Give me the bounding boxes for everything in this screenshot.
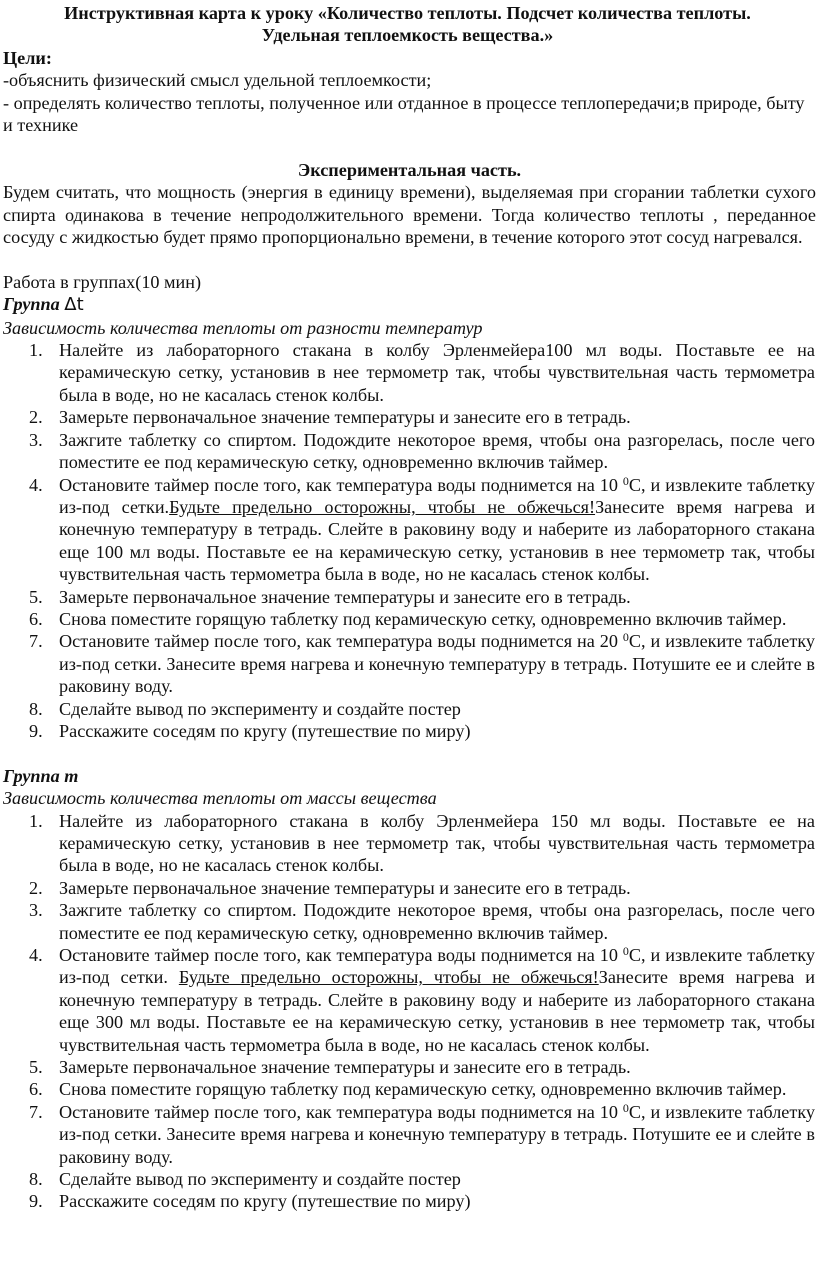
step-text: С, и извлеките таблетку из-под сетки. Занесите время нагрева и конечную температуру в тетрадь. Потушите ее и слейте в раковину воду. bbox=[59, 631, 816, 697]
group-subtitle: Зависимость количества теплоты от разности температур bbox=[3, 317, 483, 338]
list-item bbox=[3, 944, 816, 1056]
list-item bbox=[3, 608, 816, 630]
list-item bbox=[3, 899, 816, 944]
list-item bbox=[3, 429, 816, 474]
group-subtitle: Зависимость количества теплоты от массы вещества bbox=[3, 788, 437, 809]
title-line-2: Удельная теплоемкость вещества.» bbox=[261, 25, 554, 46]
step-number: 7. bbox=[29, 631, 43, 652]
step-text: Занесите время нагрева и конечную температуру в тетрадь. Слейте в раковину воду и наберите из лабораторного стакана еще 300 мл воды. Поставьте ее на керамическую сетку, установив в нее термометр так, чтобы чувствительная часть термометра была в воде, но не касалась стенок колбы. bbox=[59, 967, 815, 1055]
steps-list bbox=[3, 339, 816, 742]
list-item bbox=[3, 810, 816, 877]
list-item bbox=[3, 474, 816, 586]
list-item bbox=[3, 698, 816, 720]
step-number: 1. bbox=[29, 340, 43, 361]
group-m bbox=[3, 765, 816, 1213]
step-text: Расскажите соседям по кругу (путешествие по миру) bbox=[59, 720, 471, 741]
degree-superscript: 0 bbox=[622, 630, 629, 645]
goal-item-1: -объяснить физический смысл удельной теплоемкости; bbox=[3, 70, 432, 91]
work-label: Работа в группах(10 мин) bbox=[3, 271, 202, 292]
step-number: 8. bbox=[29, 1169, 43, 1190]
list-item bbox=[3, 1078, 816, 1100]
step-text: Сделайте вывод по эксперименту и создайте постер bbox=[59, 698, 461, 719]
group-heading bbox=[3, 293, 816, 316]
spacer bbox=[3, 742, 816, 764]
list-item bbox=[3, 339, 816, 406]
step-number: 6. bbox=[29, 1079, 43, 1100]
step-text: Налейте из лабораторного стакана в колбу Эрленмейера 150 мл воды. Поставьте ее на керамическую сетку, установив в нее термометр так, чтобы чувствительная часть термометра была в воде, но не касалась стенок колбы. bbox=[59, 810, 815, 876]
step-number: 8. bbox=[29, 698, 43, 719]
step-number: 6. bbox=[29, 608, 43, 629]
group-delta-t bbox=[3, 293, 816, 742]
list-item bbox=[3, 406, 816, 428]
step-text: Сделайте вывод по эксперименту и создайте постер bbox=[59, 1169, 461, 1190]
goal-item-2: - определять количество теплоты, полученное или отданное в процессе теплопередачи;в природе, быту и технике bbox=[3, 92, 805, 136]
degree-superscript: 0 bbox=[622, 473, 629, 488]
group-label: Группа bbox=[3, 294, 60, 315]
step-text: Зажгите таблетку со спиртом. Подождите некоторое время, чтобы она разгорелась, после чего поместите ее под керамическую сетку, одновременно включив таймер. bbox=[59, 900, 815, 943]
step-text: Снова поместите горящую таблетку под керамическую сетку, одновременно включив таймер. bbox=[59, 1079, 787, 1100]
experiment-heading: Экспериментальная часть. bbox=[297, 159, 522, 180]
step-number: 9. bbox=[29, 1191, 43, 1212]
list-item bbox=[3, 586, 816, 608]
warning-text: Будьте предельно осторожны, чтобы не обжечься! bbox=[169, 496, 596, 517]
step-text: Остановите таймер после того, как температура воды поднимется на 10 bbox=[59, 474, 623, 495]
delta-t-symbol: Δt bbox=[64, 294, 84, 316]
step-number: 9. bbox=[29, 720, 43, 741]
step-number: 1. bbox=[29, 810, 43, 831]
step-number: 5. bbox=[29, 586, 43, 607]
step-number: 4. bbox=[29, 474, 43, 495]
step-text: Занесите время нагрева и конечную температуру в тетрадь. Слейте в раковину воду и наберите из лабораторного стакана еще 100 мл воды. Поставьте ее на керамическую сетку, установив в нее термометр так, чтобы чувствительная часть термометра была в воде, но не касалась стенок колбы. bbox=[59, 496, 815, 585]
step-text: Остановите таймер после того, как температура воды поднимется на 20 bbox=[59, 631, 623, 652]
step-number: 2. bbox=[29, 407, 43, 428]
step-number: 3. bbox=[29, 900, 43, 921]
step-text: Налейте из лабораторного стакана в колбу Эрленмейера100 мл воды. Поставьте ее на керамическую сетку, установив в нее термометр так, чтобы чувствительная часть термометра была в воде, но не касалась стенок колбы. bbox=[59, 340, 815, 405]
step-text: Снова поместите горящую таблетку под керамическую сетку, одновременно включив таймер. bbox=[59, 608, 787, 629]
step-number: 4. bbox=[29, 945, 43, 966]
group-heading: Группа m bbox=[3, 765, 79, 786]
document-title bbox=[3, 2, 816, 47]
step-text: Замерьте первоначальное значение температуры и занесите его в тетрадь. bbox=[59, 586, 631, 607]
goals-label: Цели: bbox=[3, 47, 52, 68]
list-item bbox=[3, 1168, 816, 1190]
list-item bbox=[3, 1056, 816, 1078]
step-text: Замерьте первоначальное значение температуры и занесите его в тетрадь. bbox=[59, 407, 631, 428]
step-number: 7. bbox=[29, 1101, 43, 1122]
list-item bbox=[3, 1190, 816, 1212]
list-item bbox=[3, 877, 816, 899]
list-item bbox=[3, 1101, 816, 1168]
warning-text: Будьте предельно осторожны, чтобы не обжечься! bbox=[178, 967, 599, 988]
step-text: Зажгите таблетку со спиртом. Подождите некоторое время, чтобы она разгорелась, после чего поместите ее под керамическую сетку, одновременно включив таймер. bbox=[59, 429, 815, 473]
step-text: Расскажите соседям по кругу (путешествие по миру) bbox=[59, 1191, 471, 1212]
list-item bbox=[3, 720, 816, 742]
degree-superscript: 0 bbox=[622, 944, 629, 959]
step-number: 2. bbox=[29, 877, 43, 898]
list-item bbox=[3, 630, 816, 697]
step-text: С, и извлеките таблетку из-под сетки. bbox=[59, 474, 816, 517]
step-text: Остановите таймер после того, как температура воды поднимется на 10 bbox=[59, 1101, 623, 1122]
step-number: 3. bbox=[29, 429, 43, 450]
experiment-intro: Будем считать, что мощность (энергия в единицу времени), выделяемая при сгорании таблетки сухого спирта одинакова в течение непродолжительного времени. Тогда количество теплоты , переданное сосуду с жидкостью будет прямо пропорционально времени, в течение которого этот сосуд нагревался. bbox=[3, 182, 816, 248]
degree-superscript: 0 bbox=[622, 1100, 629, 1115]
spacer bbox=[3, 136, 816, 158]
step-text: С, и извлеките таблетку из-под сетки. Занесите время нагрева и конечную температуру в тетрадь. Потушите ее и слейте в раковину воду. bbox=[59, 1101, 816, 1167]
step-text: Замерьте первоначальное значение температуры и занесите его в тетрадь. bbox=[59, 1057, 631, 1078]
step-text: Остановите таймер после того, как температура воды поднимется на 10 bbox=[59, 945, 623, 966]
step-text: Замерьте первоначальное значение температуры и занесите его в тетрадь. bbox=[59, 877, 631, 898]
spacer bbox=[3, 248, 816, 270]
step-number: 5. bbox=[29, 1057, 43, 1078]
title-line-1: Инструктивная карта к уроку «Количество теплоты. Подсчет количества теплоты. bbox=[64, 3, 751, 23]
steps-list bbox=[3, 810, 816, 1213]
step-text: С, и извлеките таблетку из-под сетки. bbox=[59, 945, 816, 988]
